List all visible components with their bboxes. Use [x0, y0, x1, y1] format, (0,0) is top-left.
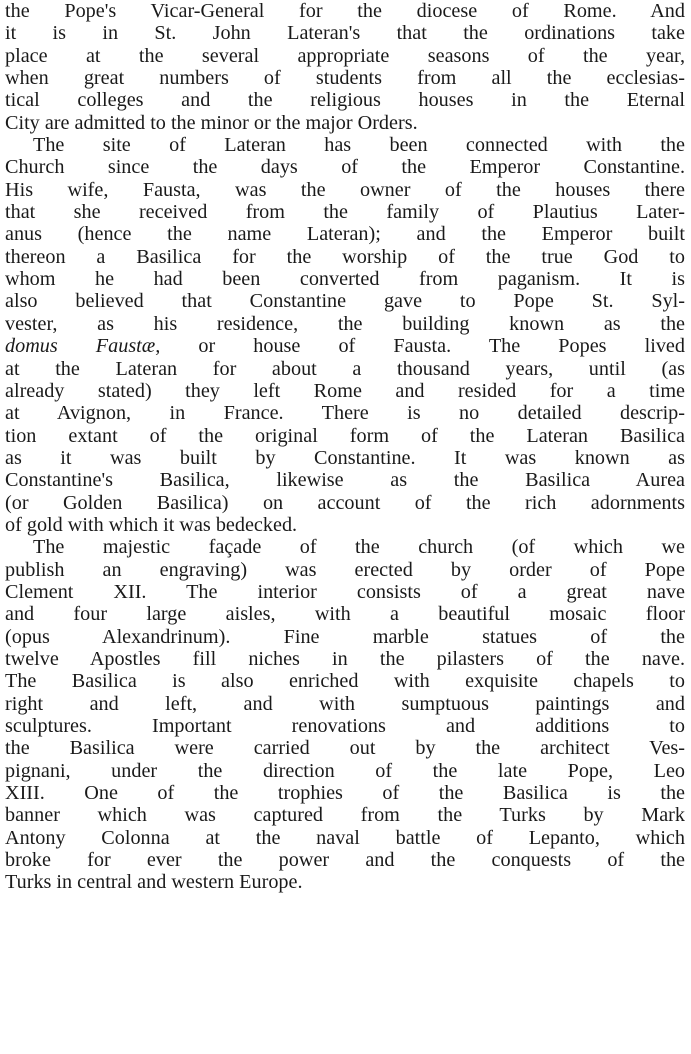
paragraph	[5, 134, 685, 536]
text-line	[5, 45, 685, 67]
text-segment: (opus Alexandrinum). Fine marble statues of the	[5, 625, 685, 648]
paragraph	[5, 0, 685, 134]
text-line	[5, 112, 685, 134]
text-segment: at the Lateran for about a thousand years, until (as	[5, 357, 685, 380]
text-segment: The Basilica is also enriched with exquisite chapels to	[5, 670, 685, 693]
text-line	[5, 514, 685, 536]
text-segment: The majestic façade of the church (of which we	[33, 536, 685, 559]
text-line	[5, 492, 685, 514]
text-segment: of gold with which it was bedecked.	[5, 513, 298, 536]
text-line	[5, 782, 685, 804]
text-segment: already stated) they left Rome and resided for a time	[5, 379, 685, 402]
text-line	[5, 22, 685, 44]
italic-phrase: domus Faustæ,	[5, 335, 161, 358]
text-segment: thereon a Basilica for the worship of the true God to	[5, 245, 685, 268]
text-segment: twelve Apostles fill niches in the pilasters of the nave.	[5, 647, 685, 670]
text-segment: anus (hence the name Lateran); and the Emperor built	[5, 223, 685, 246]
text-segment: also believed that Constantine gave to Pope St. Syl-	[5, 290, 685, 313]
text-segment: when great numbers of students from all the ecclesias-	[5, 67, 685, 90]
text-segment: XIII. One of the trophies of the Basilica is the	[5, 782, 685, 805]
text-segment: pignani, under the direction of the late Pope, Leo	[5, 759, 685, 782]
text-line	[5, 425, 685, 447]
text-line	[5, 715, 685, 737]
text-segment: Antony Colonna at the naval battle of Lepanto, which	[5, 826, 685, 849]
text-line	[5, 804, 685, 826]
text-line	[5, 335, 685, 357]
text-segment: and four large aisles, with a beautiful mosaic floor	[5, 603, 685, 626]
text-segment: it is in St. John Lateran's that the ordinations take	[5, 22, 685, 45]
text-line	[5, 693, 685, 715]
text-segment: tion extant of the original form of the Lateran Basilica	[5, 424, 685, 447]
text-line	[5, 134, 685, 156]
text-body	[5, 0, 685, 894]
text-segment: publish an engraving) was erected by order of Pope	[5, 558, 685, 581]
text-line	[5, 313, 685, 335]
text-line	[5, 268, 685, 290]
text-line	[5, 871, 685, 893]
text-line	[5, 581, 685, 603]
text-line	[5, 89, 685, 111]
text-segment: the Basilica were carried out by the architect Ves-	[5, 737, 685, 760]
text-segment: His wife, Fausta, was the owner of the houses there	[5, 178, 685, 201]
text-line	[5, 358, 685, 380]
text-line	[5, 67, 685, 89]
text-segment: that she received from the family of Plautius Later-	[5, 201, 685, 224]
text-line	[5, 536, 685, 558]
paragraph	[5, 536, 685, 894]
text-line	[5, 179, 685, 201]
text-segment: Church since the days of the Emperor Constantine.	[5, 156, 685, 179]
text-line	[5, 201, 685, 223]
text-line	[5, 760, 685, 782]
text-line	[5, 469, 685, 491]
text-segment: Clement XII. The interior consists of a great nave	[5, 580, 685, 603]
text-line	[5, 290, 685, 312]
text-segment: right and left, and with sumptuous paintings and	[5, 692, 685, 715]
text-line	[5, 223, 685, 245]
text-line	[5, 156, 685, 178]
text-line	[5, 559, 685, 581]
text-segment: (or Golden Basilica) on account of the rich adornments	[5, 491, 685, 514]
text-segment: tical colleges and the religious houses in the Eternal	[5, 89, 685, 112]
text-segment: sculptures. Important renovations and additions to	[5, 715, 685, 737]
text-segment: at Avignon, in France. There is no detailed descrip-	[5, 402, 685, 425]
text-line	[5, 648, 685, 670]
text-line	[5, 849, 685, 871]
text-line	[5, 737, 685, 759]
text-line	[5, 626, 685, 648]
text-segment: Constantine's Basilica, likewise as the Basilica Aurea	[5, 469, 685, 492]
text-segment: Turks in central and western Europe.	[5, 871, 303, 894]
text-segment: banner which was captured from the Turks by Mark	[5, 804, 685, 827]
text-segment: the Pope's Vicar-General for the diocese of Rome. And	[5, 0, 685, 22]
text-line	[5, 447, 685, 469]
text-segment: place at the several appropriate seasons of the year,	[5, 44, 685, 67]
text-segment: whom he had been converted from paganism. It is	[5, 268, 685, 291]
text-segment: as it was built by Constantine. It was known as	[5, 446, 685, 469]
text-segment: City are admitted to the minor or the major Orders.	[5, 111, 418, 134]
text-line	[5, 0, 685, 22]
text-line	[5, 603, 685, 625]
document-page	[5, 0, 685, 894]
text-segment: or house of Fausta. The Popes lived	[160, 335, 685, 358]
text-line	[5, 827, 685, 849]
text-line	[5, 380, 685, 402]
text-line	[5, 246, 685, 268]
text-line	[5, 402, 685, 424]
text-segment: broke for ever the power and the conquests of the	[5, 849, 685, 872]
text-line	[5, 670, 685, 692]
text-segment: The site of Lateran has been connected with the	[33, 134, 685, 157]
text-segment: vester, as his residence, the building known as the	[5, 312, 685, 335]
